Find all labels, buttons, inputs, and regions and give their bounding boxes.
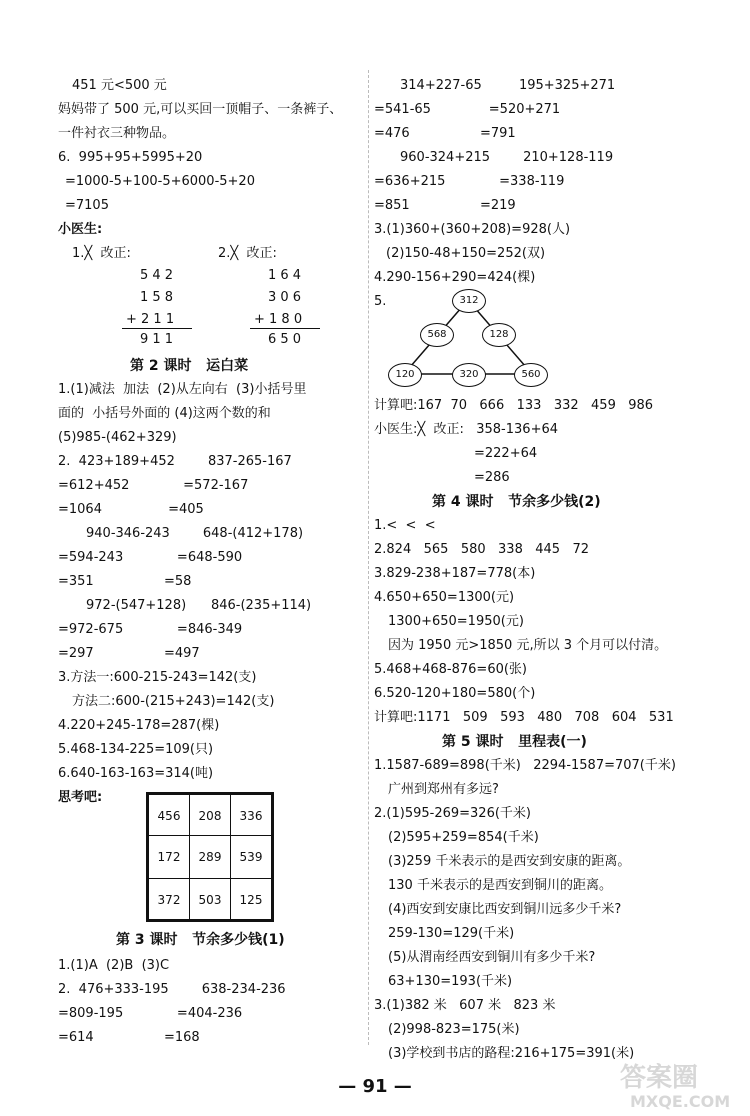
text-line: 1.< < <	[374, 518, 436, 533]
text-line: 1300+650=1950(元)	[388, 614, 524, 629]
text-line: 1.(1)A (2)B (3)C	[58, 958, 170, 973]
triangle-node: 312	[452, 289, 486, 313]
text-line: (3)学校到书店的路程:216+175=391(米)	[388, 1046, 635, 1061]
text-line: 940-346-243 648-(412+178)	[86, 526, 304, 541]
grid-cell: 456	[148, 794, 190, 836]
text-line: (5)985-(462+329)	[58, 430, 177, 445]
text-line: 计算吧:1171 509 593 480 708 604 531	[374, 710, 674, 725]
text-line: =476 =791	[374, 126, 516, 141]
watermark-url: MXQE.COM	[630, 1092, 731, 1111]
vertical-calc-row: 6 5 0	[268, 332, 302, 347]
text-line: 4.290-156+290=424(棵)	[374, 270, 536, 285]
text-line: 972-(547+128) 846-(235+114)	[86, 598, 312, 613]
text-line: 1.╳ 改正:	[72, 246, 131, 261]
text-line: =851 =219	[374, 198, 516, 213]
text-line: 451 元<500 元	[72, 78, 167, 93]
text-line: 方法二:600-(215+243)=142(支)	[72, 694, 275, 709]
question-6: 6. 995+95+5995+20	[58, 150, 203, 165]
triangle-node: 120	[388, 363, 422, 387]
grid-cell: 125	[230, 878, 272, 920]
text-line: =541-65 =520+271	[374, 102, 561, 117]
text-line: 63+130=193(千米)	[388, 974, 513, 989]
vertical-calc-row: 9 1 1	[140, 332, 174, 347]
text-line: =636+215 =338-119	[374, 174, 565, 189]
lesson-title: 第 2 课时 运白菜	[130, 358, 249, 374]
text-line: =1064 =405	[58, 502, 204, 517]
text-line: 3.(1)382 米 607 米 823 米	[374, 998, 556, 1013]
magic-square	[146, 792, 274, 922]
text-line: 4.650+650=1300(元)	[374, 590, 515, 605]
text-line: 6.640-163-163=314(吨)	[58, 766, 214, 781]
text-line: (4)西安到安康比西安到铜川远多少千米?	[388, 902, 622, 917]
lesson-title: 第 4 课时 节余多少钱(2)	[432, 494, 601, 510]
text-line: =286	[474, 470, 510, 485]
vertical-calc-row: + 1 8 0	[254, 312, 303, 327]
text-line: 5.	[374, 294, 387, 309]
text-line: 3.(1)360+(360+208)=928(人)	[374, 222, 571, 237]
grid-cell: 503	[189, 878, 231, 920]
text-line: 妈妈带了 500 元,可以买回一顶帽子、一条裤子、	[58, 102, 343, 117]
text-line: 计算吧:167 70 666 133 332 459 986	[374, 398, 654, 413]
sum-rule	[250, 328, 320, 329]
text-line: =614 =168	[58, 1030, 200, 1045]
text-line: 2. 476+333-195 638-234-236	[58, 982, 286, 997]
text-line: =222+64	[474, 446, 538, 461]
text-line: (2)998-823=175(米)	[388, 1022, 520, 1037]
grid-cell: 172	[148, 835, 190, 879]
triangle-node: 128	[482, 323, 516, 347]
text-line: 314+227-65 195+325+271	[400, 78, 616, 93]
text-line: 2.824 565 580 338 445 72	[374, 542, 589, 557]
grid-cell: 208	[189, 794, 231, 836]
vertical-calc-row: 5 4 2	[140, 268, 174, 283]
grid-cell: 372	[148, 878, 190, 920]
text-line: 960-324+215 210+128-119	[400, 150, 614, 165]
text-line: 1.(1)减法 加法 (2)从左向右 (3)小括号里	[58, 382, 307, 397]
triangle-node: 320	[452, 363, 486, 387]
text-line: =1000-5+100-5+6000-5+20	[65, 174, 255, 189]
text-line: 3.829-238+187=778(本)	[374, 566, 536, 581]
grid-cell: 289	[189, 835, 231, 879]
text-line: 5.468+468-876=60(张)	[374, 662, 528, 677]
vertical-calc-row: 3 0 6	[268, 290, 302, 305]
text-line: =809-195 =404-236	[58, 1006, 243, 1021]
text-line: =297 =497	[58, 646, 200, 661]
text-line: 259-130=129(千米)	[388, 926, 515, 941]
text-line: 2.╳ 改正:	[218, 246, 277, 261]
text-line: 面的 小括号外面的 (4)这两个数的和	[58, 406, 271, 421]
text-line: 130 千米表示的是西安到铜川的距离。	[388, 878, 612, 893]
watermark-logo: 答案圈	[620, 1063, 699, 1093]
text-line: 小医生:╳ 改正: 358-136+64	[374, 422, 558, 437]
text-line: (2)150-48+150=252(双)	[386, 246, 546, 261]
column-divider	[368, 70, 369, 1045]
text-line: 2. 423+189+452 837-265-167	[58, 454, 292, 469]
text-line: 1.1587-689=898(千米) 2294-1587=707(千米)	[374, 758, 676, 773]
text-line: =594-243 =648-590	[58, 550, 243, 565]
triangle-node: 568	[420, 323, 454, 347]
text-line: =351 =58	[58, 574, 192, 589]
section-label: 思考吧:	[58, 790, 103, 805]
triangle-node: 560	[514, 363, 548, 387]
text-line: (5)从渭南经西安到铜川有多少千米?	[388, 950, 596, 965]
lesson-title: 第 3 课时 节余多少钱(1)	[116, 932, 285, 948]
text-line: =972-675 =846-349	[58, 622, 243, 637]
text-line: =612+452 =572-167	[58, 478, 249, 493]
text-line: 5.468-134-225=109(只)	[58, 742, 214, 757]
lesson-title: 第 5 课时 里程表(一)	[442, 734, 587, 750]
text-line: 广州到郑州有多远?	[388, 782, 499, 797]
text-line: =7105	[65, 198, 109, 213]
text-line: (3)259 千米表示的是西安到安康的距离。	[388, 854, 631, 869]
text-line: 6.520-120+180=580(个)	[374, 686, 536, 701]
grid-cell: 539	[230, 835, 272, 879]
vertical-calc-row: + 2 1 1	[126, 312, 175, 327]
section-label: 小医生:	[58, 222, 103, 237]
text-line: 2.(1)595-269=326(千米)	[374, 806, 531, 821]
sum-rule	[122, 328, 192, 329]
text-line: 一件衬衣三种物品。	[58, 126, 176, 141]
vertical-calc-row: 1 6 4	[268, 268, 302, 283]
text-line: 3.方法一:600-215-243=142(支)	[58, 670, 257, 685]
text-line: 因为 1950 元>1850 元,所以 3 个月可以付清。	[388, 638, 668, 653]
text-line: (2)595+259=854(千米)	[388, 830, 539, 845]
vertical-calc-row: 1 5 8	[140, 290, 174, 305]
text-line: 4.220+245-178=287(棵)	[58, 718, 220, 733]
page-number: — 91 —	[338, 1076, 412, 1097]
grid-cell: 336	[230, 794, 272, 836]
